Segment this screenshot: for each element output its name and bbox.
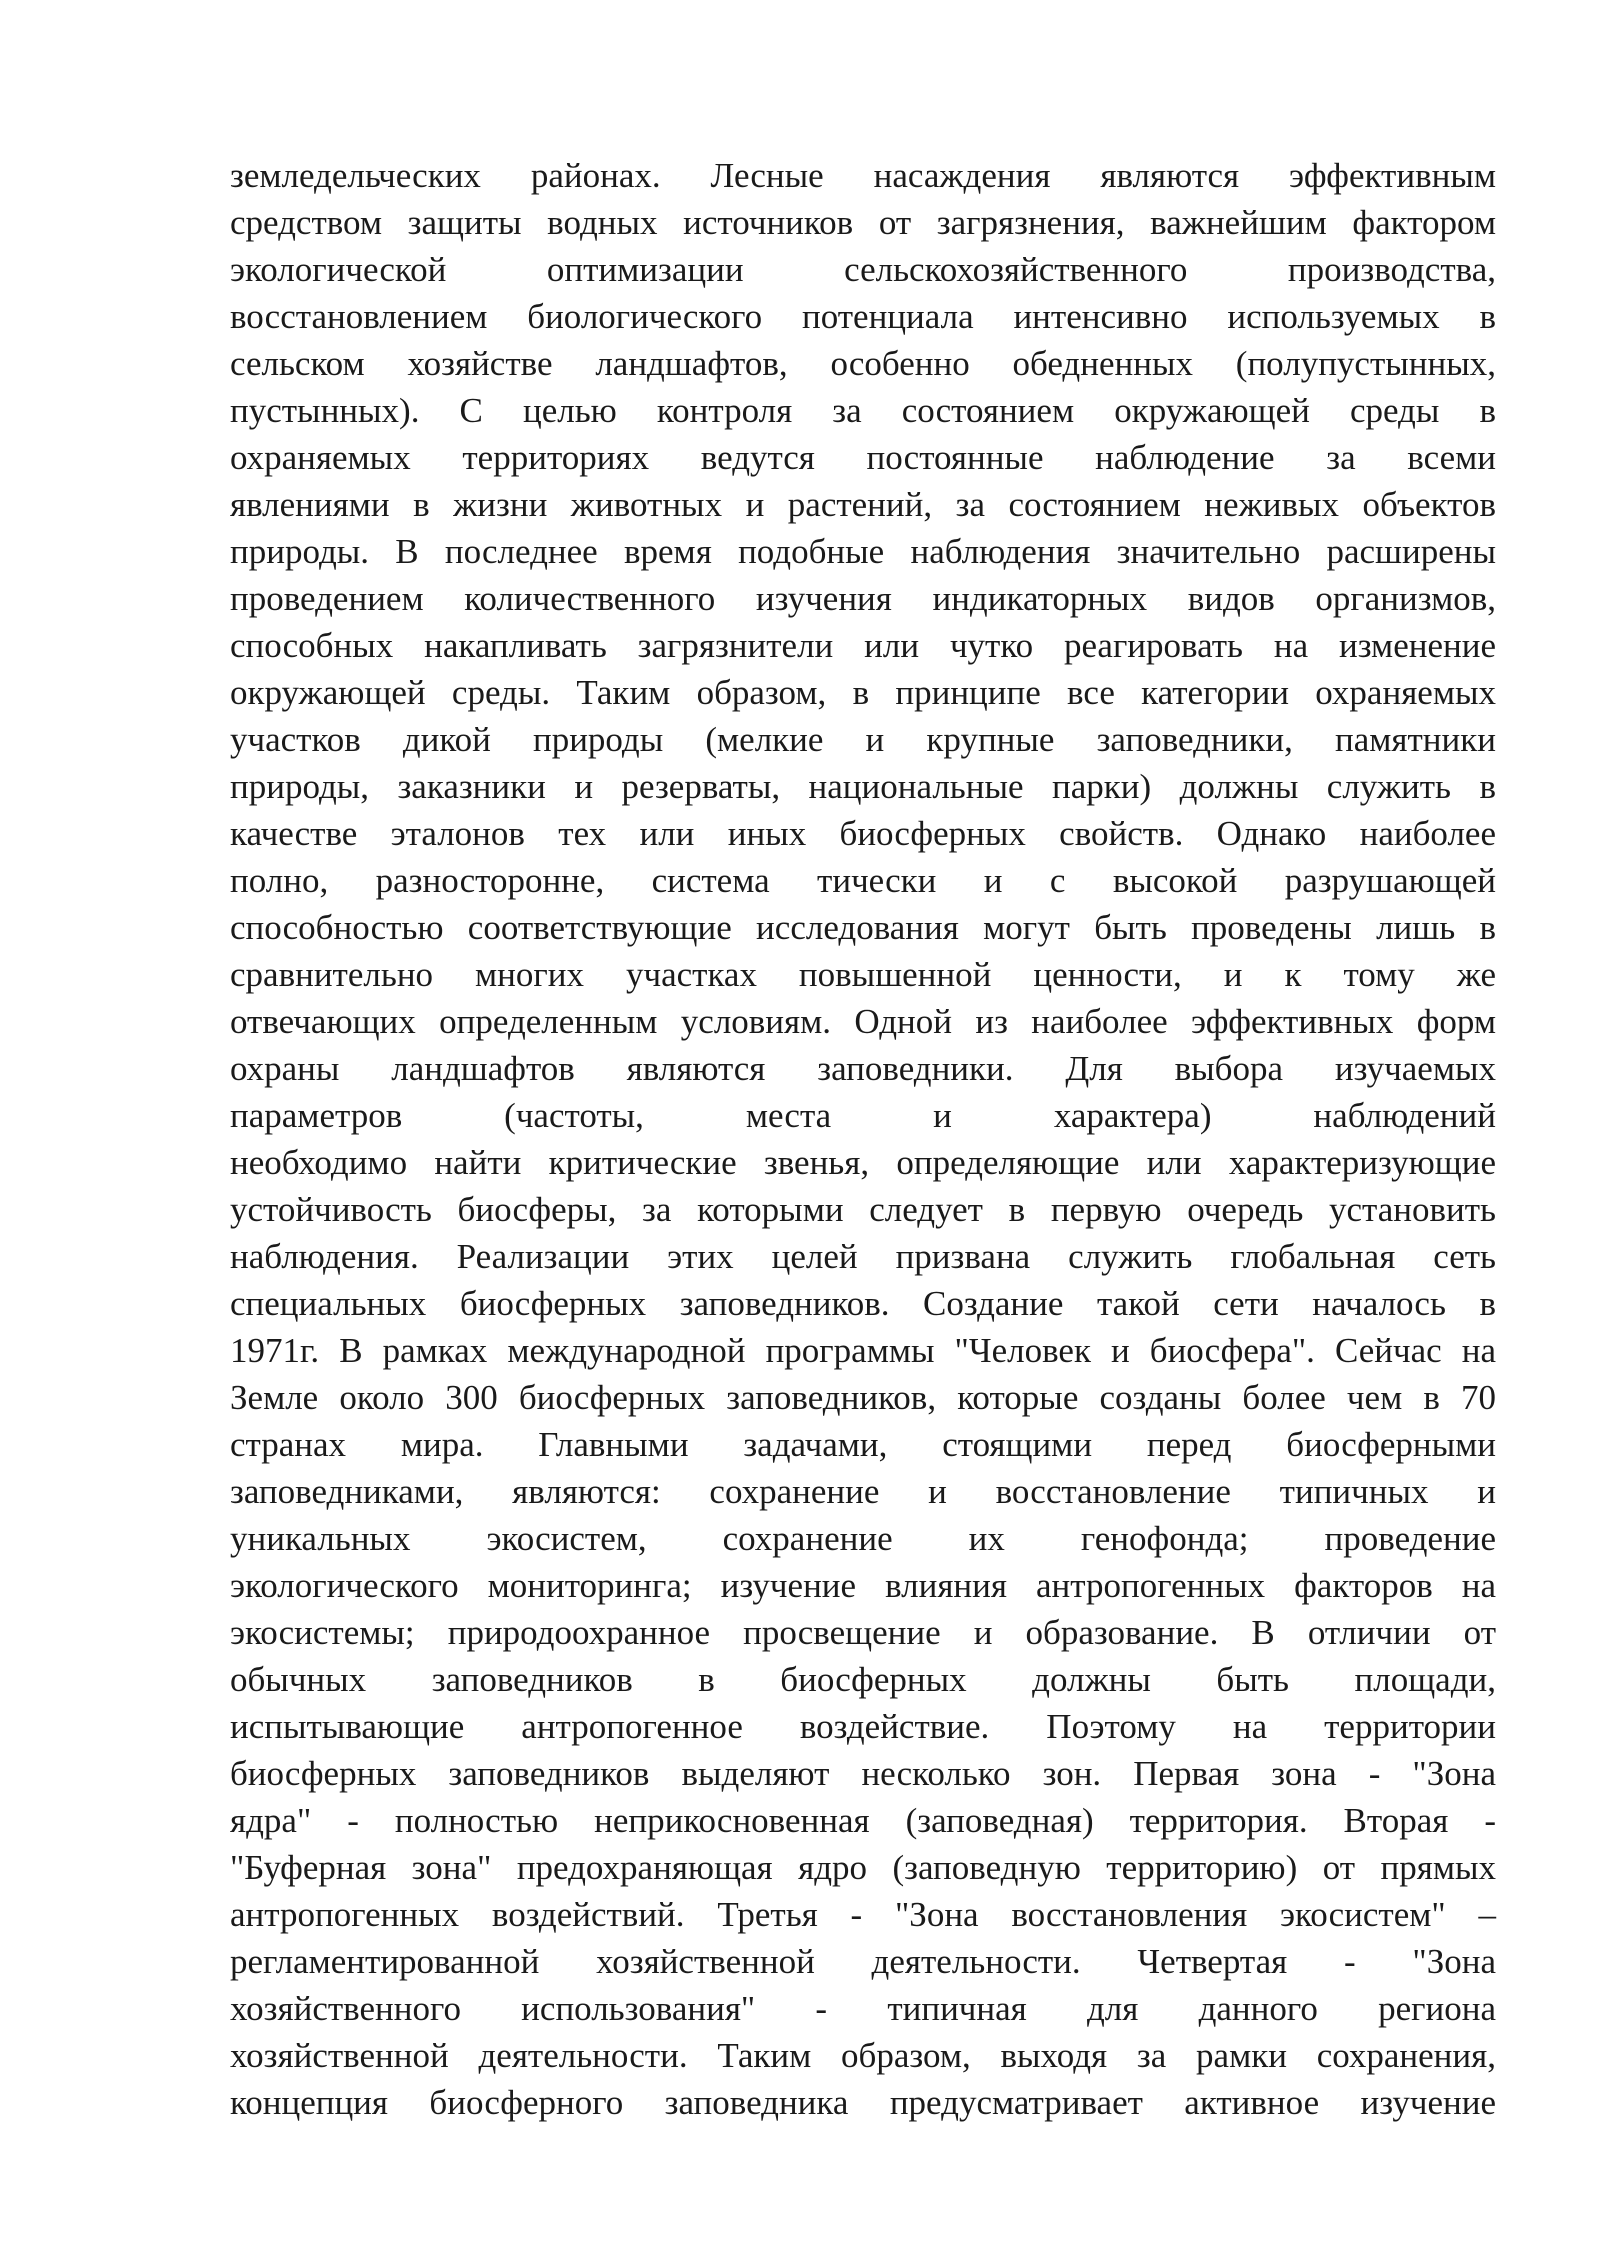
text-line: антропогенных воздействий. Третья - "Зона восстановления экосистем" –: [230, 1895, 1496, 1934]
text-line: биосферных заповедников выделяют несколько зон. Первая зона - "Зона: [230, 1754, 1496, 1793]
body-text: [230, 152, 1496, 2126]
text-line: странах мира. Главными задачами, стоящими перед биосферными: [230, 1425, 1496, 1464]
text-line: сравнительно многих участках повышенной ценности, и к тому же: [230, 955, 1496, 994]
text-line: экологического мониторинга; изучение влияния антропогенных факторов на: [230, 1566, 1496, 1605]
text-line: средством защиты водных источников от загрязнения, важнейшим фактором: [230, 203, 1496, 242]
text-line: восстановлением биологического потенциала интенсивно используемых в: [230, 297, 1496, 336]
text-line: земледельческих районах. Лесные насаждения являются эффективным: [230, 156, 1496, 195]
text-line: экосистемы; природоохранное просвещение и образование. В отличии от: [230, 1613, 1496, 1652]
text-line: "Буферная зона" предохраняющая ядро (заповедную территорию) от прямых: [230, 1848, 1496, 1887]
text-line: способных накапливать загрязнители или чутко реагировать на изменение: [230, 626, 1496, 665]
text-line: природы, заказники и резерваты, национальные парки) должны служить в: [230, 767, 1496, 806]
text-line: хозяйственной деятельности. Таким образом, выходя за рамки сохранения,: [230, 2036, 1496, 2075]
text-line: проведением количественного изучения индикаторных видов организмов,: [230, 579, 1496, 618]
text-line: качестве эталонов тех или иных биосферных свойств. Однако наиболее: [230, 814, 1496, 853]
text-line: отвечающих определенным условиям. Одной из наиболее эффективных форм: [230, 1002, 1496, 1041]
text-line: наблюдения. Реализации этих целей призвана служить глобальная сеть: [230, 1237, 1496, 1276]
text-line: устойчивость биосферы, за которыми следует в первую очередь установить: [230, 1190, 1496, 1229]
text-line: специальных биосферных заповедников. Создание такой сети началось в: [230, 1284, 1496, 1323]
text-line: концепция биосферного заповедника предусматривает активное изучение: [230, 2083, 1496, 2122]
text-line: Земле около 300 биосферных заповедников, которые созданы более чем в 70: [230, 1378, 1496, 1417]
text-line: природы. В последнее время подобные наблюдения значительно расширены: [230, 532, 1496, 571]
text-line: 1971г. В рамках международной программы "Человек и биосфера". Сейчас на: [230, 1331, 1496, 1370]
text-line: заповедниками, являются: сохранение и восстановление типичных и: [230, 1472, 1496, 1511]
text-line: регламентированной хозяйственной деятельности. Четвертая - "Зона: [230, 1942, 1496, 1981]
text-line: охраны ландшафтов являются заповедники. Для выбора изучаемых: [230, 1049, 1496, 1088]
text-line: испытывающие антропогенное воздействие. Поэтому на территории: [230, 1707, 1496, 1746]
text-line: способностью соответствующие исследования могут быть проведены лишь в: [230, 908, 1496, 947]
text-line: хозяйственного использования" - типичная для данного региона: [230, 1989, 1496, 2028]
text-line: пустынных). С целью контроля за состоянием окружающей среды в: [230, 391, 1496, 430]
text-line: обычных заповедников в биосферных должны быть площади,: [230, 1660, 1496, 1699]
text-line: ядра" - полностью неприкосновенная (заповедная) территория. Вторая -: [230, 1801, 1496, 1840]
text-line: сельском хозяйстве ландшафтов, особенно обедненных (полупустынных,: [230, 344, 1496, 383]
text-line: полно, разносторонне, система тически и с высокой разрушающей: [230, 861, 1496, 900]
text-line: необходимо найти критические звенья, определяющие или характеризующие: [230, 1143, 1496, 1182]
text-line: уникальных экосистем, сохранение их генофонда; проведение: [230, 1519, 1496, 1558]
text-line: явлениями в жизни животных и растений, за состоянием неживых объектов: [230, 485, 1496, 524]
text-line: параметров (частоты, места и характера) наблюдений: [230, 1096, 1496, 1135]
text-line: охраняемых территориях ведутся постоянные наблюдение за всеми: [230, 438, 1496, 477]
text-line: окружающей среды. Таким образом, в принципе все категории охраняемых: [230, 673, 1496, 712]
text-line: участков дикой природы (мелкие и крупные заповедники, памятники: [230, 720, 1496, 759]
text-line: экологической оптимизации сельскохозяйственного производства,: [230, 250, 1496, 289]
